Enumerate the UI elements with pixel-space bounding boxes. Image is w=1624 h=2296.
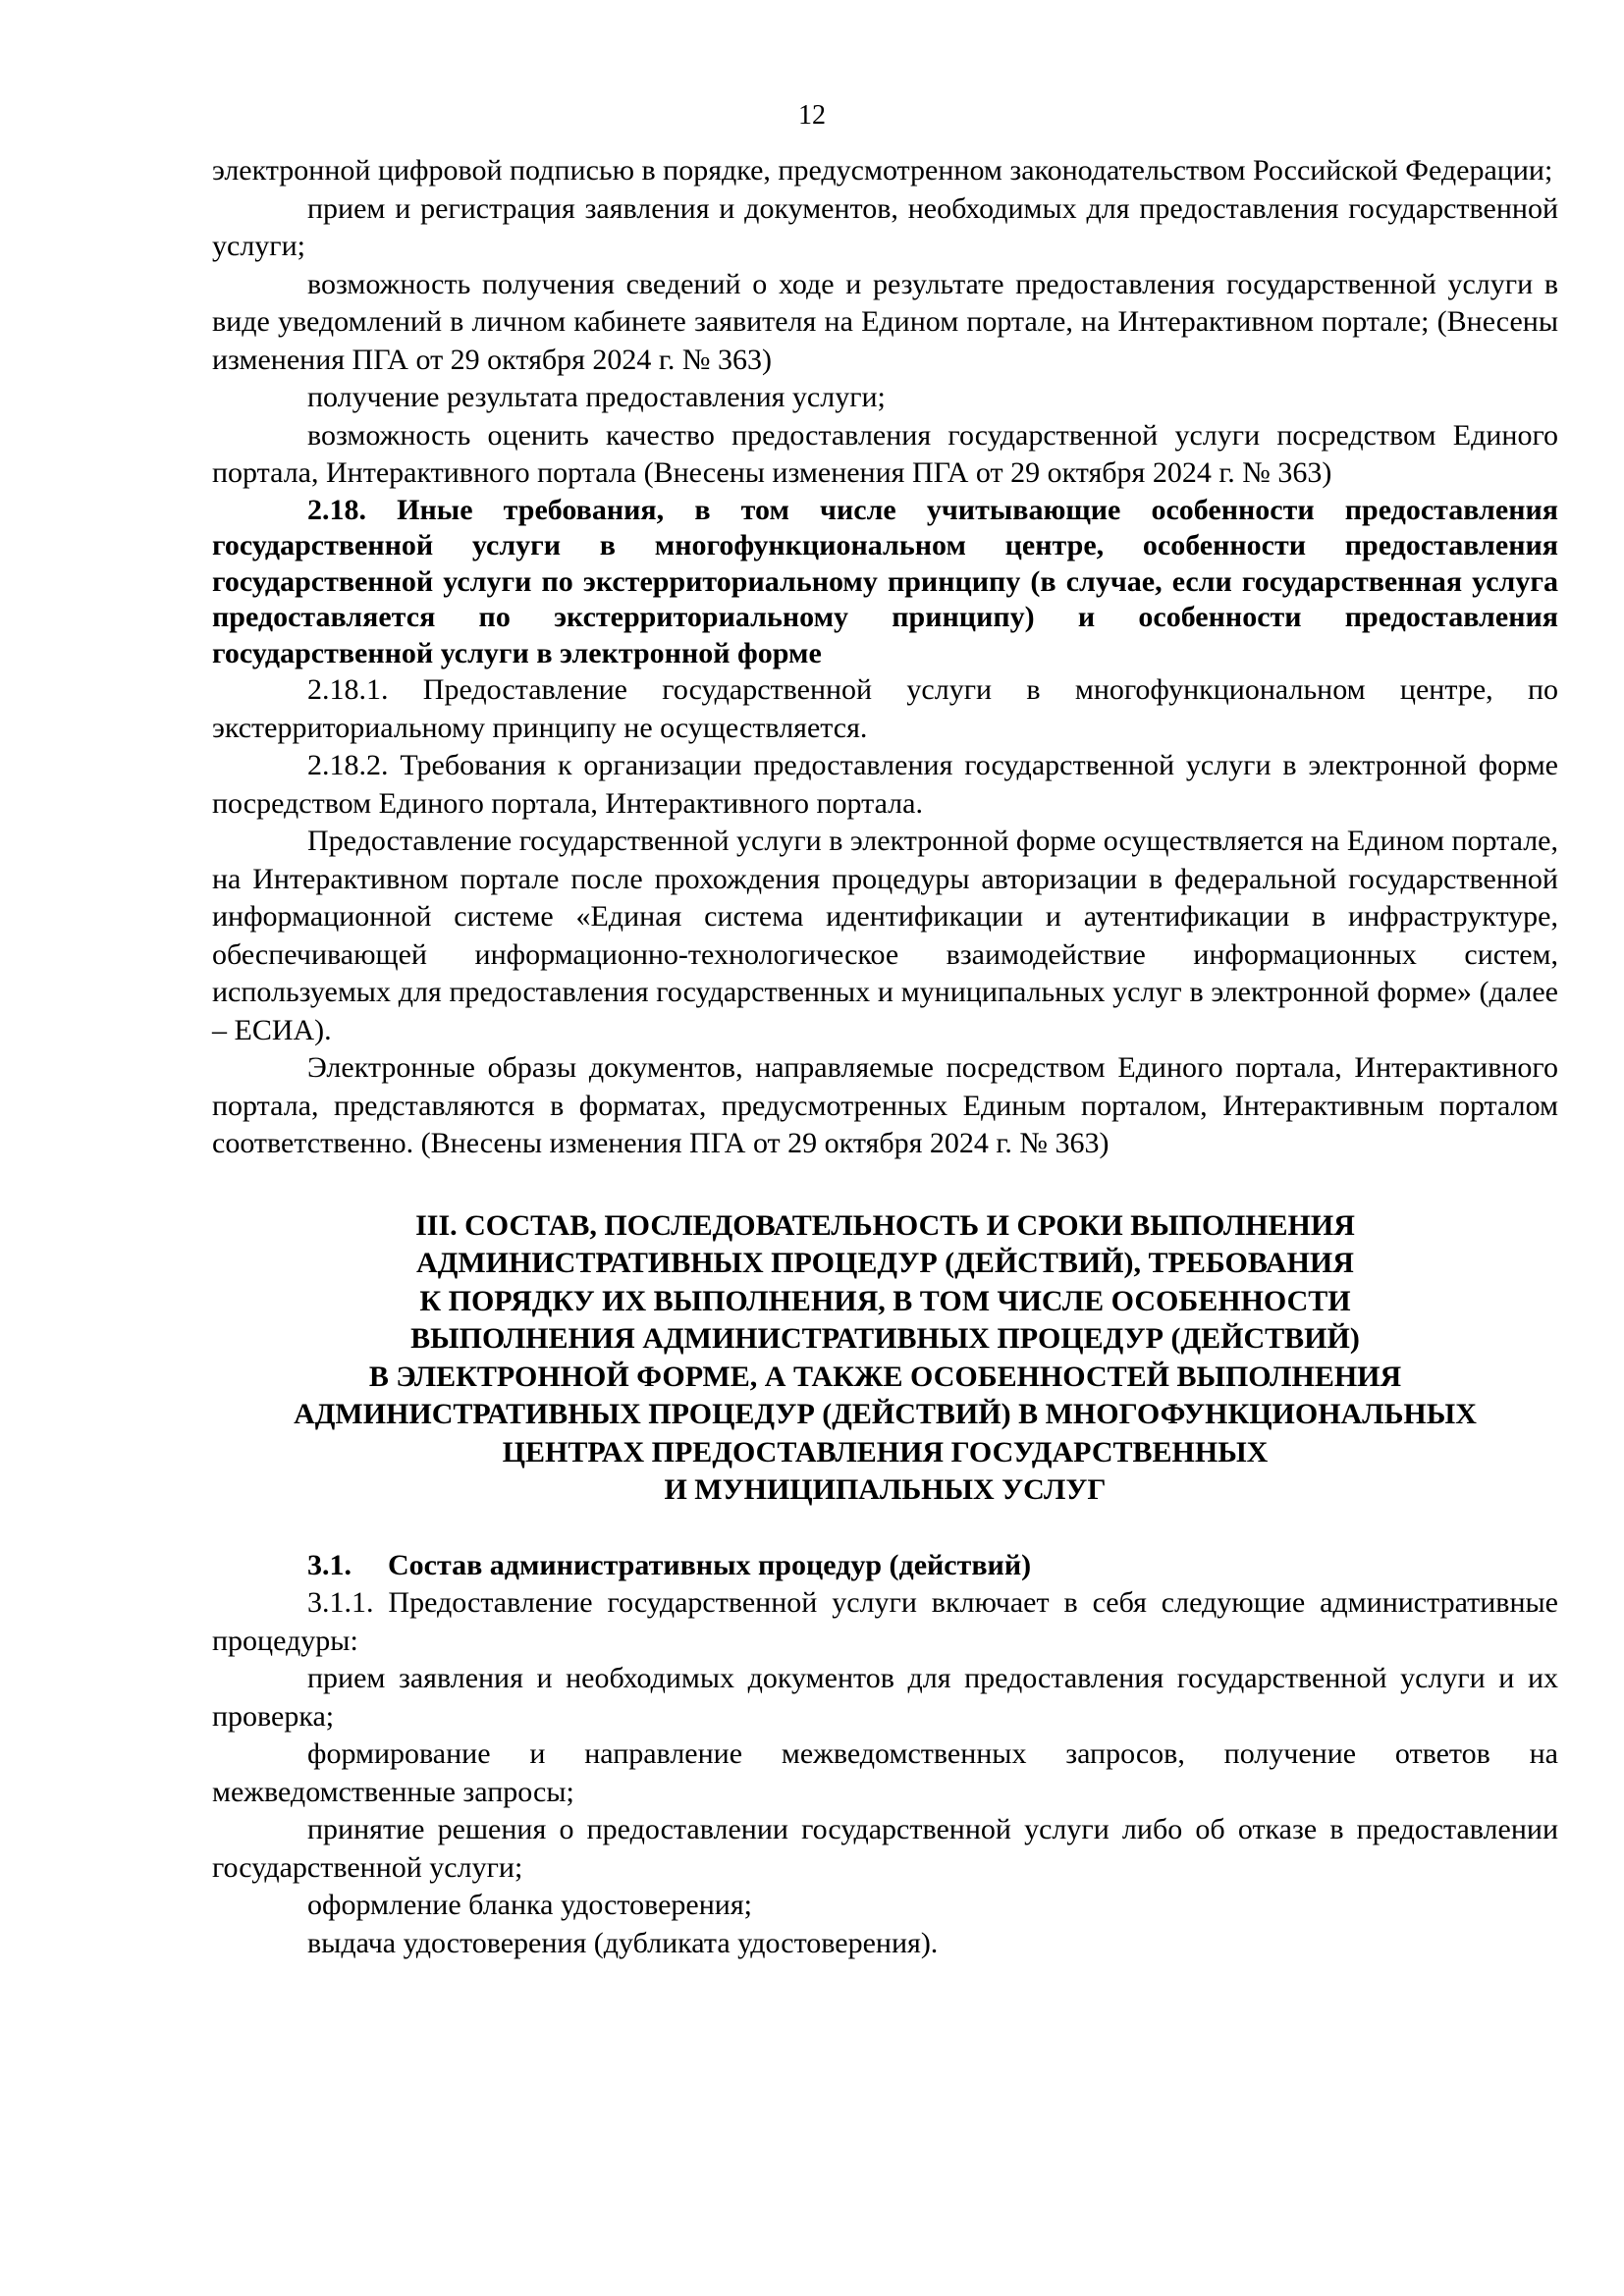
section-title-line: К ПОРЯДКУ ИХ ВЫПОЛНЕНИЯ, В ТОМ ЧИСЛЕ ОСОБЕННОСТИ [419,1284,1351,1317]
paragraph: 2.18.2. Требования к организации предоставления государственной услуги в электронной форме посредством Единого портала, Интерактивного портала. [212,749,1558,820]
page-number: 12 [798,100,826,131]
section-title-line: АДМИНИСТРАТИВНЫХ ПРОЦЕДУР (ДЕЙСТВИЙ), ТРЕБОВАНИЯ [416,1247,1354,1279]
section-heading-2-18: 2.18. Иные требования, в том числе учитывающие особенности предоставления государственной услуги в многофункциональном центре, особенности предоставления государственной услуги по экстерриториальному принципу (в случае, если государственная услуга предоставляется по экстерриториальному принципу) и особенности предоставления государственной услуги в электронной форме [212,493,1558,669]
subsection-heading [212,1547,1558,1585]
section-title-line: ВЫПОЛНЕНИЯ АДМИНИСТРАТИВНЫХ ПРОЦЕДУР (ДЕЙСТВИЙ) [410,1322,1360,1355]
paragraph: Предоставление государственной услуги в электронной форме осуществляется на Едином портале, на Интерактивном портале после прохождения процедуры авторизации в федеральной государственной информационной системе «Единая система идентификации и аутентификации в инфраструктуре, обеспечивающей информационно-технологическое взаимодействие информационных систем, используемых для предоставления государственных и муниципальных услуг в электронной форме» (далее – ЕСИА). [212,825,1558,1046]
paragraph: возможность получения сведений о ходе и результате предоставления государственной услуги в виде уведомлений в личном кабинете заявителя на Едином портале, на Интерактивном портале; (Внесены изменения ПГА от 29 октября 2024 г. № 363) [212,267,1558,376]
list-item: выдача удостоверения (дубликата удостоверения). [307,1926,939,1959]
section-title-line: III. СОСТАВ, ПОСЛЕДОВАТЕЛЬНОСТЬ И СРОКИ ВЫПОЛНЕНИЯ [415,1208,1355,1242]
section-title-line: АДМИНИСТРАТИВНЫХ ПРОЦЕДУР (ДЕЙСТВИЙ) В МНОГОФУНКЦИОНАЛЬНЫХ [294,1398,1477,1430]
paragraph: возможность оценить качество предоставления государственной услуги посредством Единого портала, Интерактивного портала (Внесены изменения ПГА от 29 октября 2024 г. № 363) [212,418,1558,489]
section-title-line: ЦЕНТРАХ ПРЕДОСТАВЛЕНИЯ ГОСУДАРСТВЕННЫХ [502,1435,1269,1468]
paragraph: Электронные образы документов, направляемые посредством Единого портала, Интерактивного портала, представляются в форматах, предусмотренных Единым порталом, Интерактивным порталом соответственно. (Внесены изменения ПГА от 29 октября 2024 г. № 363) [212,1051,1558,1159]
paragraph: электронной цифровой подписью в порядке, предусмотренном законодательством Российской Федерации; [212,154,1553,187]
paragraph: 3.1.1. Предоставление государственной услуги включает в себя следующие административные процедуры: [212,1586,1558,1657]
section-title-line: В ЭЛЕКТРОННОЙ ФОРМЕ, А ТАКЖЕ ОСОБЕННОСТЕЙ ВЫПОЛНЕНИЯ [368,1360,1402,1393]
subsection-number: 3.1. [307,1548,352,1581]
section-title-line: И МУНИЦИПАЛЬНЫХ УСЛУГ [664,1473,1107,1506]
paragraph: 2.18.1. Предоставление государственной услуги в многофункциональном центре, по экстерриториальному принципу не осуществляется. [212,673,1558,744]
list-item: прием заявления и необходимых документов для предоставления государственной услуги и их проверка; [212,1662,1558,1733]
subsection-title: Состав административных процедур (действий) [388,1548,1032,1581]
paragraph: получение результата предоставления услуги; [307,381,886,413]
document-body [212,152,1558,1962]
list-item: принятие решения о предоставлении государственной услуги либо об отказе в предоставлении государственной услуги; [212,1813,1558,1884]
list-item: формирование и направление межведомственных запросов, получение ответов на межведомственные запросы; [212,1737,1558,1808]
section-title [212,1207,1558,1510]
paragraph: прием и регистрация заявления и документов, необходимых для предоставления государственной услуги; [212,191,1558,262]
list-item: оформление бланка удостоверения; [307,1889,752,1921]
